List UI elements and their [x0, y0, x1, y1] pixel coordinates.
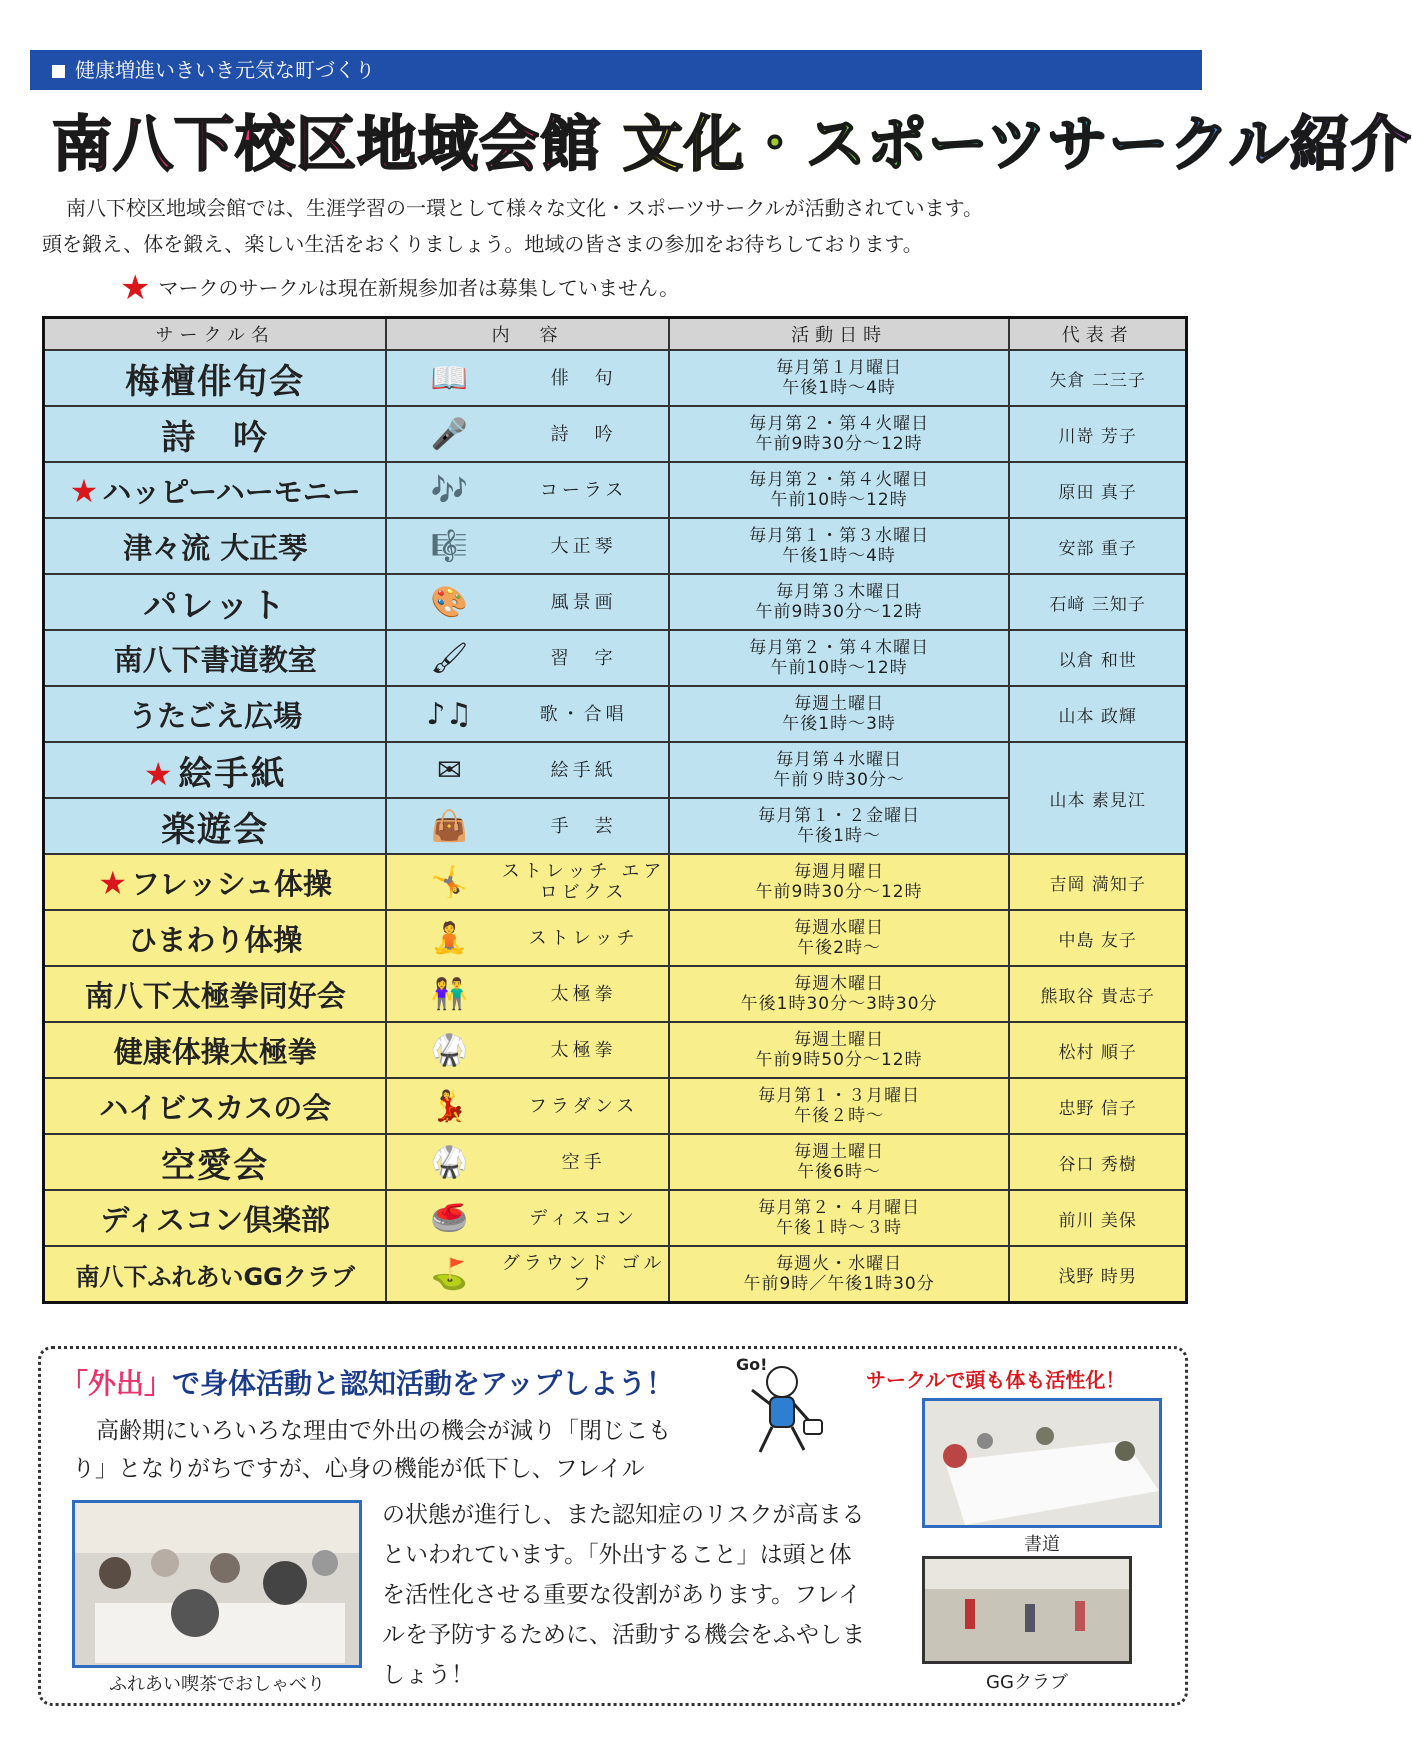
circle-name: ★ フレッシュ体操	[44, 854, 387, 910]
circle-rep: 浅野 時男	[1009, 1246, 1186, 1303]
circle-name: ディスコン倶楽部	[44, 1190, 387, 1246]
para-line-f: ルを予防するために、活動する機会をふやしま	[382, 1622, 865, 1648]
circle-content: 🥋 太極拳	[386, 1022, 668, 1078]
shodo-photo	[922, 1398, 1162, 1528]
circle-rep: 山本 素見江	[1009, 742, 1186, 854]
discon-icon: 🥌	[430, 1200, 469, 1236]
shodo-caption: 書道	[1024, 1534, 1060, 1555]
gg-club-photo	[922, 1556, 1132, 1664]
table-row	[44, 854, 1187, 910]
golf-icon: ⛳	[430, 1256, 469, 1292]
circle-content: 💃 フラダンス	[386, 1078, 668, 1134]
circle-rep: 原田 真子	[1009, 462, 1186, 518]
col-header-rep: 代表者	[1009, 318, 1186, 351]
circle-rep: 熊取谷 貴志子	[1009, 966, 1186, 1022]
circle-rep: 矢倉 二三子	[1009, 350, 1186, 406]
circle-name: 梅檀俳句会	[44, 350, 387, 406]
circle-rep: 前川 美保	[1009, 1190, 1186, 1246]
table-row	[44, 518, 1187, 574]
circle-schedule: 毎月第１・２金曜日 午後1時〜	[669, 798, 1010, 854]
stretch-icon: 🧘	[430, 920, 469, 956]
circle-content: 🥌 ディスコン	[386, 1190, 668, 1246]
circle-rep: 山本 政輝	[1009, 686, 1186, 742]
circle-schedule: 毎月第２・４月曜日 午後１時〜３時	[669, 1190, 1010, 1246]
table-row	[44, 1022, 1187, 1078]
taichi-pair-icon: 👫	[430, 976, 469, 1012]
circle-name: 南八下ふれあいGGクラブ	[44, 1246, 387, 1303]
circle-content: 🤸 ストレッチ エアロビクス	[386, 854, 668, 910]
star-icon: ★	[120, 268, 151, 308]
circle-schedule: 毎月第２・第４火曜日 午前10時〜12時	[669, 462, 1010, 518]
para-line-c: の状態が進行し、また認知症のリスクが高まる	[382, 1502, 865, 1528]
table-row	[44, 966, 1187, 1022]
circle-rep: 安部 重子	[1009, 518, 1186, 574]
circle-name: 南八下書道教室	[44, 630, 387, 686]
circle-name: ★ ハッピーハーモニー	[44, 462, 387, 518]
circle-rep: 中島 友子	[1009, 910, 1186, 966]
intro-line1: 南八下校区地域会館では、生涯学習の一環として様々な文化・スポーツサークルが活動されています。	[66, 196, 983, 220]
circle-content: 📖 俳 句	[386, 350, 668, 406]
table-row	[44, 350, 1187, 406]
circle-name: パレット	[44, 574, 387, 630]
circle-name: 津々流 大正琴	[44, 518, 387, 574]
hula-icon: 💃	[430, 1088, 469, 1124]
table-row	[44, 1246, 1187, 1303]
para-line-b: り」となりがちですが、心身の機能が低下し、フレイル	[72, 1456, 645, 1482]
star-icon: ★	[69, 471, 99, 510]
circle-name: うたごえ広場	[44, 686, 387, 742]
circle-rep: 忠野 信子	[1009, 1078, 1186, 1134]
circle-content: 🎤 詩 吟	[386, 406, 668, 462]
table-row	[44, 742, 1187, 798]
circle-schedule: 毎週木曜日 午後1時30分〜3時30分	[669, 966, 1010, 1022]
star-icon: ★	[98, 863, 128, 902]
table-header-row	[44, 318, 1187, 351]
table-row	[44, 1078, 1187, 1134]
go-character	[732, 1352, 832, 1462]
square-bullet-icon	[52, 65, 65, 78]
col-header-content: 内 容	[386, 318, 668, 351]
cafe-caption: ふれあい喫茶でおしゃべり	[109, 1674, 325, 1695]
palette-icon: 🎨	[430, 584, 469, 620]
circle-content: ⛳ グラウンド ゴルフ	[386, 1246, 668, 1303]
svg-text:Go!: Go!	[736, 1355, 768, 1374]
circle-schedule: 毎週水曜日 午後2時〜	[669, 910, 1010, 966]
circle-schedule: 毎週土曜日 午後1時〜3時	[669, 686, 1010, 742]
para-line-d: といわれています。「外出すること」は頭と体	[382, 1542, 852, 1568]
circle-schedule: 毎月第３木曜日 午前9時30分〜12時	[669, 574, 1010, 630]
recruitment-note	[120, 270, 679, 306]
karate-icon: 🥋	[430, 1144, 469, 1180]
circle-content: ♪♫ 歌・合唱	[386, 686, 668, 742]
chorus-icon: 🎶	[430, 472, 469, 508]
circle-schedule: 毎月第１・３月曜日 午後２時〜	[669, 1078, 1010, 1134]
circle-name: 楽遊会	[44, 798, 387, 854]
col-header-name: サークル名	[44, 318, 387, 351]
circle-schedule: 毎週土曜日 午後6時〜	[669, 1134, 1010, 1190]
table-row	[44, 462, 1187, 518]
circle-name: 健康体操太極拳	[44, 1022, 387, 1078]
para-line-e: を活性化させる重要な役割があります。フレイ	[382, 1582, 862, 1608]
circle-name: ★ 絵手紙	[44, 742, 387, 798]
intro-line2: 頭を鍛え、体を鍛え、楽しい生活をおくりましょう。地域の皆さまの参加をお待ちしております。	[42, 232, 923, 256]
circle-schedule: 毎月第４水曜日 午前９時30分〜	[669, 742, 1010, 798]
circle-rep: 吉岡 満知子	[1009, 854, 1186, 910]
section-header-label: 健康増進いきいき元気な町づくり	[75, 58, 375, 82]
circle-content: 👜 手 芸	[386, 798, 668, 854]
circle-rep: 川嵜 芳子	[1009, 406, 1186, 462]
circle-schedule: 毎週火・水曜日 午前9時／午後1時30分	[669, 1246, 1010, 1303]
book-icon: 📖	[430, 360, 469, 396]
circle-schedule: 毎月第２・第４木曜日 午前10時〜12時	[669, 630, 1010, 686]
table-row	[44, 1134, 1187, 1190]
circle-schedule: 毎週土曜日 午前9時50分〜12時	[669, 1022, 1010, 1078]
table-row	[44, 910, 1187, 966]
circle-rep: 以倉 和世	[1009, 630, 1186, 686]
table-row	[44, 686, 1187, 742]
circle-table	[42, 316, 1188, 1304]
para-line-a: 高齢期にいろいろな理由で外出の機会が減り「閉じこも	[96, 1418, 671, 1444]
singer-icon: 🎤	[430, 416, 469, 452]
music-notes-icon: ♪♫	[426, 696, 473, 732]
circle-name: ひまわり体操	[44, 910, 387, 966]
title-part1: 南八下校区地域会館	[52, 110, 601, 180]
calligraphy-icon: 🖌	[430, 640, 469, 676]
circle-name: ハイビスカスの会	[44, 1078, 387, 1134]
circle-content: 👫 太極拳	[386, 966, 668, 1022]
circle-schedule: 毎月第２・第４火曜日 午前9時30分〜12時	[669, 406, 1010, 462]
postcard-icon: ✉	[436, 752, 462, 788]
circle-rep: 谷口 秀樹	[1009, 1134, 1186, 1190]
circle-content: 🎶 コーラス	[386, 462, 668, 518]
star-icon: ★	[143, 754, 175, 793]
page-title	[52, 100, 1412, 190]
title-part2: 文化・スポーツサークル紹介	[622, 110, 1412, 180]
koto-icon: 🎼	[430, 528, 469, 564]
outing-headline: 「外出」で身体活動と認知活動をアップしよう！	[60, 1367, 675, 1400]
circle-content: 🎨 風景画	[386, 574, 668, 630]
section-header-bar	[30, 50, 1202, 90]
circle-name: 空愛会	[44, 1134, 387, 1190]
circle-schedule: 毎週月曜日 午前9時30分〜12時	[669, 854, 1010, 910]
note-text: マークのサークルは現在新規参加者は募集していません。	[158, 276, 680, 300]
cafe-photo	[72, 1500, 362, 1668]
exercise-icon: 🤸	[430, 864, 469, 900]
table-row	[44, 406, 1187, 462]
gg-club-caption: GGクラブ	[986, 1672, 1068, 1693]
circle-name: 詩 吟	[44, 406, 387, 462]
taichi-icon: 🥋	[430, 1032, 469, 1068]
circle-rep: 石﨑 三知子	[1009, 574, 1186, 630]
circle-content: 🖌 習 字	[386, 630, 668, 686]
circle-content: 🧘 ストレッチ	[386, 910, 668, 966]
intro-text	[42, 190, 1192, 262]
para-line-g: しょう！	[382, 1662, 474, 1688]
circle-content: 🎼 大正琴	[386, 518, 668, 574]
bag-icon: 👜	[430, 808, 469, 844]
col-header-schedule: 活動日時	[669, 318, 1010, 351]
circle-schedule: 毎月第１・第３水曜日 午後1時〜4時	[669, 518, 1010, 574]
table-row	[44, 1190, 1187, 1246]
circle-activation-headline: サークルで頭も体も活性化！	[866, 1368, 1126, 1392]
circle-rep: 松村 順子	[1009, 1022, 1186, 1078]
table-row	[44, 630, 1187, 686]
circle-content: 🥋 空手	[386, 1134, 668, 1190]
circle-name: 南八下太極拳同好会	[44, 966, 387, 1022]
circle-content: ✉ 絵手紙	[386, 742, 668, 798]
walking-person-icon	[732, 1352, 832, 1462]
circle-schedule: 毎月第１月曜日 午後1時〜4時	[669, 350, 1010, 406]
table-row	[44, 574, 1187, 630]
